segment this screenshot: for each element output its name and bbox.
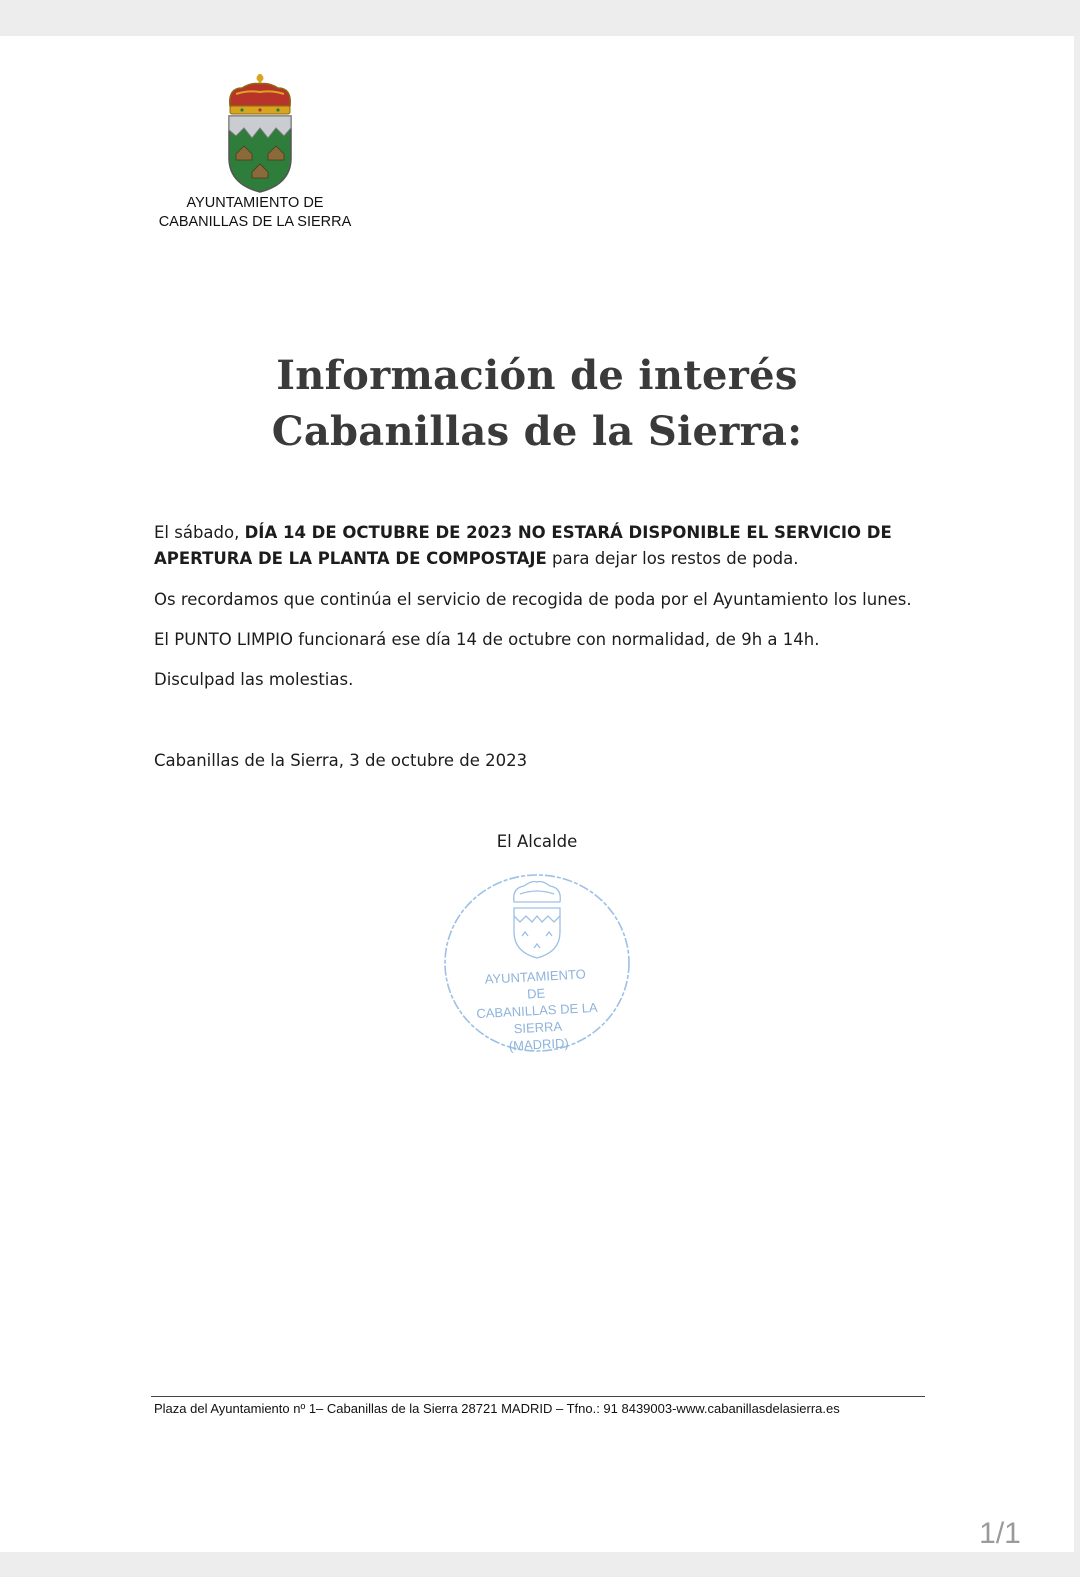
notice-paragraph (154, 520, 934, 572)
notice-prefix: El sábado, (154, 523, 245, 542)
document-page (0, 36, 1074, 1552)
notice-bold-text: DÍA 14 DE OCTUBRE DE 2023 NO ESTARÁ DISPONIBLE EL SERVICIO DE APERTURA DE LA PLANTA DE COMPOSTAJE (154, 523, 892, 568)
title-line2: Cabanillas de la Sierra: (271, 408, 803, 455)
organization-name-line1: AYUNTAMIENTO DE (186, 195, 324, 211)
stamp-text (450, 964, 624, 1058)
place-and-date: Cabanillas de la Sierra, 3 de octubre de 2023 (154, 751, 528, 770)
stamp-line3: CABANILLAS DE LA SIERRA (475, 999, 598, 1037)
document-title (0, 348, 1074, 460)
organization-name-line2: CABANILLAS DE LA SIERRA (158, 214, 352, 230)
stamp-line4: (MADRID) (508, 1035, 570, 1054)
page-counter: 1/1 (979, 1517, 1021, 1550)
pruning-collection-paragraph: Os recordamos que continúa el servicio de recogida de poda por el Ayuntamiento los lunes. (154, 590, 912, 609)
apology-paragraph: Disculpad las molestias. (154, 670, 354, 689)
footer-divider (151, 1396, 925, 1397)
stamp-line2: DE (526, 985, 546, 1002)
viewer-top-bar (0, 0, 1080, 36)
stamp-line1: AYUNTAMIENTO (484, 966, 587, 987)
coat-of-arms-icon (222, 72, 298, 196)
viewer-bottom-bar (0, 1552, 1080, 1577)
signer-title: El Alcalde (496, 832, 578, 851)
title-line1: Información de interés (276, 352, 798, 399)
notice-suffix: para dejar los restos de poda. (546, 549, 799, 568)
recycling-point-paragraph: El PUNTO LIMPIO funcionará ese día 14 de octubre con normalidad, de 9h a 14h. (154, 630, 820, 649)
footer-contact: Plaza del Ayuntamiento nº 1– Cabanillas de la Sierra 28721 MADRID – Tfno.: 91 8439003-www.cabanillasdelasierra.es (154, 1401, 840, 1416)
organization-name (150, 194, 360, 232)
